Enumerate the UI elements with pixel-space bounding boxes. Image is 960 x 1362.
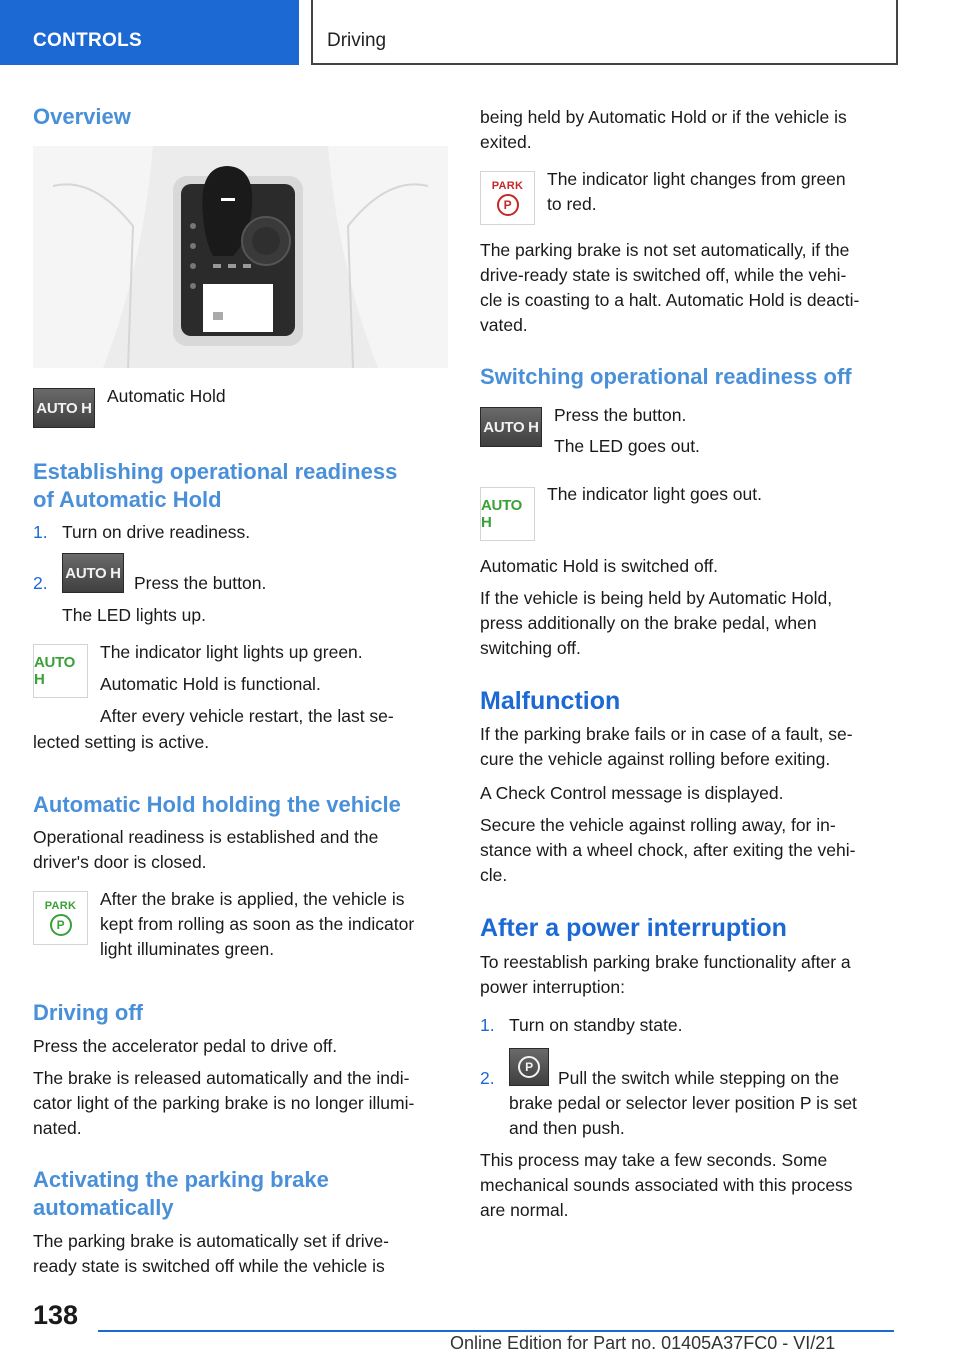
- section-title: CONTROLS: [33, 30, 143, 51]
- step-number: 1.: [33, 522, 48, 542]
- auto-hold-indicator-icon: AUTO H: [33, 644, 88, 698]
- body-text: The brake is released automatically and the indi-: [33, 1068, 410, 1088]
- center-console-illustration: [33, 146, 448, 368]
- body-text: The indicator light changes from green: [547, 169, 846, 189]
- section-tab: [0, 0, 299, 65]
- body-text: The parking brake is automatically set if drive-: [33, 1231, 389, 1251]
- auto-hold-button-icon: AUTO H: [480, 407, 542, 447]
- body-text: The indicator light goes out.: [547, 484, 762, 504]
- activating-heading-line2: automatically: [33, 1195, 174, 1220]
- body-text: Operational readiness is established and the: [33, 827, 379, 847]
- auto-hold-indicator-icon: AUTO H: [480, 487, 535, 541]
- malfunction-heading: Malfunction: [480, 687, 621, 715]
- led-text: The LED lights up.: [62, 605, 206, 625]
- body-text: being held by Automatic Hold or if the vehicle is: [480, 107, 847, 127]
- body-text: This process may take a few seconds. Some: [480, 1150, 828, 1170]
- indicator-text: After every vehicle restart, the last se-: [100, 706, 394, 726]
- auto-hold-caption: Automatic Hold: [107, 386, 226, 406]
- driving-off-heading: Driving off: [33, 1000, 143, 1025]
- establish-heading-line1: Establishing operational readiness: [33, 459, 398, 484]
- body-text: cure the vehicle against rolling before exiting.: [480, 749, 831, 769]
- footer-divider: [98, 1330, 894, 1332]
- activating-heading-line1: Activating the parking brake: [33, 1167, 329, 1192]
- power-heading: After a power interruption: [480, 914, 787, 942]
- body-text: driver's door is closed.: [33, 852, 207, 872]
- body-text: switching off.: [480, 638, 581, 658]
- body-text: cle.: [480, 865, 508, 885]
- body-text: If the parking brake fails or in case of a fault, se-: [480, 724, 853, 744]
- body-text: press additionally on the brake pedal, when: [480, 613, 817, 633]
- body-text: The parking brake is not set automatically, if the: [480, 240, 850, 260]
- establish-heading-line2: of Automatic Hold: [33, 487, 222, 512]
- body-text: cator light of the parking brake is no longer illumi-: [33, 1093, 415, 1113]
- body-text: A Check Control message is displayed.: [480, 783, 784, 803]
- page-number: 138: [33, 1300, 79, 1330]
- body-text: If the vehicle is being held by Automatic Hold,: [480, 588, 833, 608]
- holding-heading: Automatic Hold holding the vehicle: [33, 792, 401, 817]
- body-text: nated.: [33, 1118, 82, 1138]
- body-text: kept from rolling as soon as the indicator: [100, 914, 415, 934]
- step-number: 2.: [480, 1068, 495, 1088]
- auto-hold-button-icon: AUTO H: [62, 553, 124, 593]
- body-text: light illuminates green.: [100, 939, 275, 959]
- body-text: The LED goes out.: [554, 436, 700, 456]
- body-text: Secure the vehicle against rolling away, for in-: [480, 815, 836, 835]
- body-text: stance with a wheel chock, after exiting the vehi-: [480, 840, 856, 860]
- step-text: Pull the switch while stepping on the: [558, 1068, 840, 1088]
- step-number: 1.: [480, 1015, 495, 1035]
- body-text: ready state is switched off while the vehicle is: [33, 1256, 385, 1276]
- park-green-indicator-icon: PARK P: [33, 891, 88, 945]
- body-text: Press the button.: [554, 405, 687, 425]
- body-text: After the brake is applied, the vehicle is: [100, 889, 405, 909]
- step-text: and then push.: [509, 1118, 625, 1138]
- chapter-tab: [311, 0, 898, 65]
- body-text: To reestablish parking brake functionality after a: [480, 952, 851, 972]
- edition-text: Online Edition for Part no. 01405A37FC0 - VI/21: [450, 1333, 836, 1353]
- step-number: 2.: [33, 573, 48, 593]
- park-red-indicator-icon: PARK P: [480, 171, 535, 225]
- body-text: exited.: [480, 132, 532, 152]
- indicator-text: The indicator light lights up green.: [100, 642, 363, 662]
- body-text: power interruption:: [480, 977, 625, 997]
- step-text: brake pedal or selector lever position P is set: [509, 1093, 857, 1113]
- body-text: vated.: [480, 315, 528, 335]
- parking-brake-switch-icon: P: [509, 1048, 549, 1086]
- overview-heading: Overview: [33, 104, 131, 129]
- step-text: Turn on drive readiness.: [62, 522, 251, 542]
- step-text: Press the button.: [134, 573, 267, 593]
- chapter-title: Driving: [327, 30, 387, 51]
- indicator-text: lected setting is active.: [33, 732, 210, 752]
- body-text: cle is coasting to a halt. Automatic Hold is deacti-: [480, 290, 860, 310]
- body-text: Automatic Hold is switched off.: [480, 556, 718, 576]
- step-text: Turn on standby state.: [509, 1015, 683, 1035]
- auto-hold-button-icon: AUTO H: [33, 388, 95, 428]
- indicator-text: Automatic Hold is functional.: [100, 674, 321, 694]
- switching-off-heading: Switching operational readiness off: [480, 364, 852, 389]
- body-text: are normal.: [480, 1200, 569, 1220]
- body-text: mechanical sounds associated with this process: [480, 1175, 853, 1195]
- body-text: drive-ready state is switched off, while the vehi-: [480, 265, 847, 285]
- body-text: Press the accelerator pedal to drive off.: [33, 1036, 338, 1056]
- body-text: to red.: [547, 194, 597, 214]
